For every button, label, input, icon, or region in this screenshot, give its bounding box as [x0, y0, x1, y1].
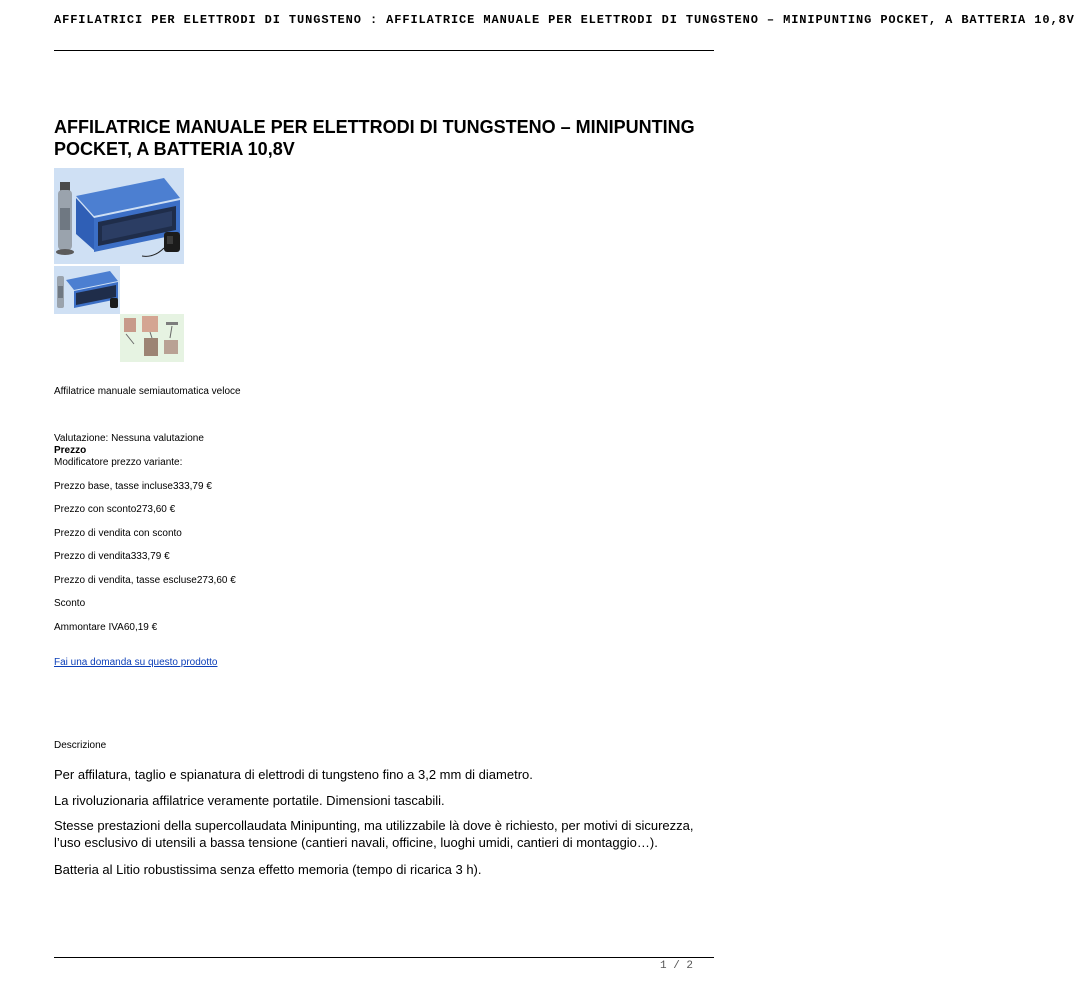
product-main-image[interactable]	[54, 168, 184, 264]
rating-text: Valutazione: Nessuna valutazione	[54, 433, 204, 444]
price-modifier: Modificatore prezzo variante:	[54, 457, 183, 468]
price-heading: Prezzo	[54, 445, 87, 456]
product-thumbnail-1[interactable]	[54, 266, 120, 314]
price-discounted: Prezzo con sconto273,60 €	[54, 504, 176, 515]
short-description: Affilatrice manuale semiautomatica veloce	[54, 386, 241, 397]
product-thumbnail-2[interactable]	[120, 314, 184, 362]
price-sale-net: Prezzo di vendita, tasse escluse273,60 €	[54, 575, 236, 586]
ask-question-link[interactable]: Fai una domanda su questo prodotto	[54, 657, 218, 668]
price-sale-with-discount: Prezzo di vendita con sconto	[54, 528, 182, 539]
footer-divider	[54, 957, 714, 958]
price-sale: Prezzo di vendita333,79 €	[54, 551, 170, 562]
description-paragraph: Batteria al Litio robustissima senza effetto memoria (tempo di ricarica 3 h).	[54, 862, 482, 877]
running-header: AFFILATRICI PER ELETTRODI DI TUNGSTENO : AFFILATRICE MANUALE PER ELETTRODI DI TUNGSTENO – MINIPUNTING POCKET, A BATTERIA 10,8V	[54, 13, 1075, 27]
header-divider	[54, 50, 714, 51]
discount-label: Sconto	[54, 598, 86, 609]
product-title: AFFILATRICE MANUALE PER ELETTRODI DI TUNGSTENO – MINIPUNTING POCKET, A BATTERIA 10,8V	[54, 117, 695, 159]
vat-amount: Ammontare IVA60,19 €	[54, 622, 158, 633]
description-paragraph: Per affilatura, taglio e spianatura di elettrodi di tungsteno fino a 3,2 mm di diametro.	[54, 767, 533, 782]
page-number: 1 / 2	[660, 960, 694, 972]
price-base: Prezzo base, tasse incluse333,79 €	[54, 481, 212, 492]
description-paragraph: Stesse prestazioni della supercollaudata Minipunting, ma utilizzabile là dove è richiesto, per motivi di sicurezza, l’uso esclusivo di utensili a bassa tensione (cantieri navali, officine, luoghi umidi, cantieri di montaggio…).	[54, 818, 694, 850]
description-paragraph: La rivoluzionaria affilatrice veramente portatile. Dimensioni tascabili.	[54, 793, 445, 808]
description-label: Descrizione	[54, 740, 107, 751]
